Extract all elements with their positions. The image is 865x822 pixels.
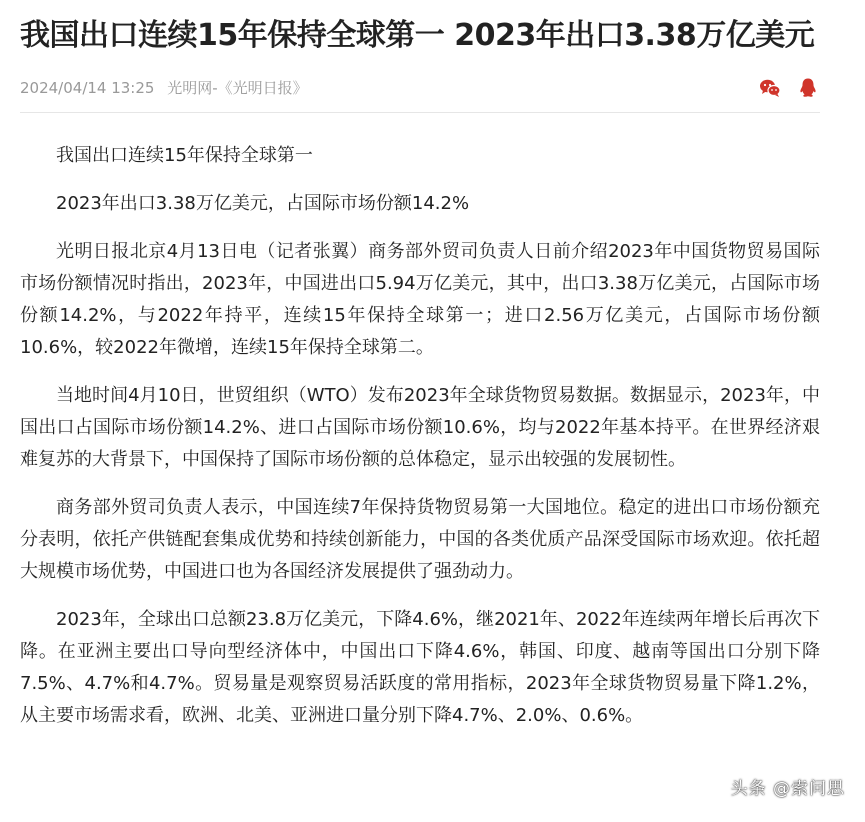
paragraph: 我国出口连续15年保持全球第一: [56, 145, 313, 166]
paragraph: 当地时间4月10日，世贸组织（WTO）发布2023年全球货物贸易数据。数据显示，2023年，中国出口占国际市场份额14.2%、进口占国际市场份额10.6%，均与2022年基本持平。在世界经济艰难复苏的大背景下，中国保持了国际市场份额的总体稳定，显示出较强的发展韧性。: [20, 385, 820, 470]
article-meta: [20, 74, 820, 102]
publish-date: 2024/04/14 13:25: [20, 79, 155, 97]
source-link[interactable]: 光明网-《光明日报》: [167, 79, 308, 97]
wechat-share-icon[interactable]: [758, 76, 782, 100]
paragraph: 2023年出口3.38万亿美元，占国际市场份额14.2%: [56, 193, 470, 214]
share-icons: [758, 76, 820, 100]
article-body: [20, 140, 820, 748]
qq-share-icon[interactable]: [796, 76, 820, 100]
watermark: 头条 @索问思: [730, 779, 845, 799]
paragraph: 2023年，全球出口总额23.8万亿美元，下降4.6%，继2021年、2022年连续两年增长后再次下降。在亚洲主要出口导向型经济体中，中国出口下降4.6%，韩国、印度、越南等国出口分别下降7.5%、4.7%和4.7%。贸易量是观察贸易活跃度的常用指标，2023年全球货物贸易量下降1.2%，从主要市场需求看，欧洲、北美、亚洲进口量分别下降4.7%、2.0%、0.6%。: [20, 609, 820, 726]
header-divider: [20, 112, 820, 113]
paragraph: 商务部外贸司负责人表示，中国连续7年保持货物贸易第一大国地位。稳定的进出口市场份额充分表明，依托产供链配套集成优势和持续创新能力，中国的各类优质产品深受国际市场欢迎。依托超大规模市场优势，中国进口也为各国经济发展提供了强劲动力。: [20, 497, 820, 582]
article-title: 我国出口连续15年保持全球第一 2023年出口3.38万亿美元: [20, 18, 815, 53]
paragraph: 光明日报北京4月13日电（记者张翼）商务部外贸司负责人日前介绍2023年中国货物贸易国际市场份额情况时指出，2023年，中国进出口5.94万亿美元，其中，出口3.38万亿美元，占国际市场份额14.2%，与2022年持平，连续15年保持全球第一；进口2.56万亿美元，占国际市场份额10.6%，较2022年微增，连续15年保持全球第二。: [20, 241, 820, 358]
